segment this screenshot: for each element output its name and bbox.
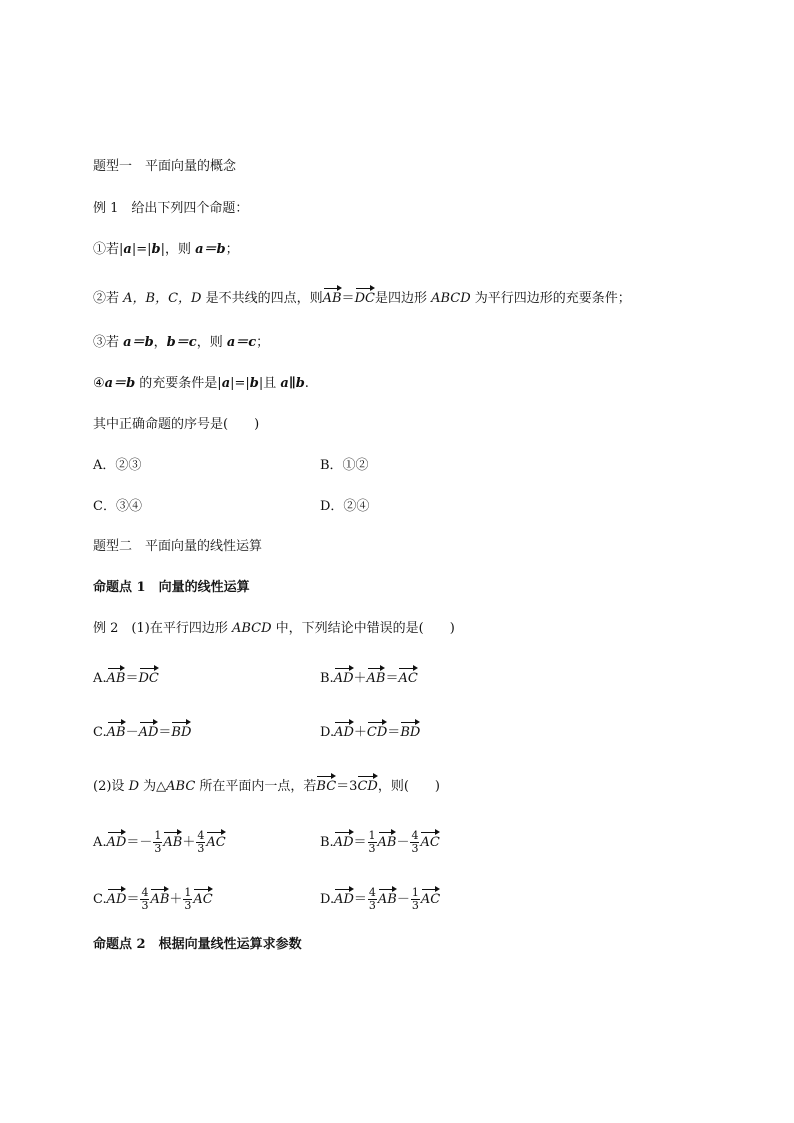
math-symbol: ABCD [231, 621, 272, 636]
text-span: ＋ [353, 671, 367, 686]
text-span: ＝－ [126, 835, 153, 850]
vector-symbol: AB [378, 832, 397, 852]
vector-symbol: AC [420, 832, 439, 852]
option-c [93, 725, 191, 740]
example2-part2-options-row1 [93, 829, 440, 855]
text-span: 是不共线的四点，则 [201, 291, 323, 306]
fraction-numerator: 4 [141, 886, 149, 899]
fraction [410, 830, 419, 855]
option-d [320, 722, 420, 742]
vector-symbol: AC [398, 668, 417, 688]
vector-symbol: AB [150, 889, 169, 909]
fraction-numerator: 1 [184, 886, 192, 899]
math-symbol: a＝b [123, 335, 154, 350]
text-span: 所在平面内一点，若 [195, 779, 317, 794]
fraction-denominator: 3 [368, 899, 376, 912]
fraction-denominator: 3 [184, 899, 192, 912]
text-span: B. [320, 671, 334, 686]
text-span: ，则 [196, 335, 227, 350]
point1-title: 命题点 1 向量的线性运算 [93, 580, 250, 595]
option-a [93, 671, 159, 686]
vector-symbol: AD [107, 832, 127, 852]
section2-title: 题型二 平面向量的线性运算 [93, 539, 263, 554]
text-span: A. [93, 835, 107, 850]
text-span: (2)设 [93, 779, 129, 794]
text-span: A. [93, 671, 107, 686]
vector-ab: AB [323, 288, 342, 308]
option-b [320, 668, 418, 688]
math-symbol: a [123, 242, 132, 257]
fraction [153, 830, 162, 855]
fraction [140, 887, 149, 912]
math-symbol: D [128, 779, 139, 794]
option-b [320, 830, 440, 855]
option-d: D．②④ [320, 499, 370, 514]
text-span: ②若 [93, 291, 124, 306]
vector-symbol: AB [378, 889, 397, 909]
fraction-numerator: 1 [368, 829, 376, 842]
fraction-numerator: 4 [411, 829, 419, 842]
text-span: ④ [93, 376, 105, 391]
vector-symbol: CD [367, 722, 387, 742]
fraction [368, 887, 377, 912]
option-c [93, 886, 213, 912]
math-symbol: b [249, 376, 259, 391]
vector-symbol: AC [206, 832, 225, 852]
vector-symbol: AD [107, 889, 127, 909]
math-symbol: a＝b [195, 242, 226, 257]
text-span: ＝ [341, 291, 355, 306]
text-span: |且 [258, 376, 281, 391]
example1-intro: 例 1 给出下列四个命题： [93, 201, 249, 216]
text-span: 是四边形 [374, 291, 432, 306]
text-span: ＝ [126, 892, 140, 907]
option-a: A．②③ [93, 458, 142, 473]
math-symbol: b＝c [166, 335, 197, 350]
fraction [368, 830, 377, 855]
text-span: |=| [131, 242, 152, 257]
text-span: B. [320, 835, 334, 850]
text-span: － [396, 835, 410, 850]
text-span: |=| [230, 376, 250, 391]
fraction [183, 887, 192, 912]
text-span: C. [93, 892, 107, 907]
text-span: 为平行四边形的充要条件； [470, 291, 631, 306]
fraction-denominator: 3 [141, 899, 149, 912]
math-symbol: b [151, 242, 161, 257]
text-span: C. [93, 725, 107, 740]
vector-symbol: AB [107, 668, 126, 688]
fraction-numerator: 4 [368, 886, 376, 899]
text-span: D. [320, 892, 335, 907]
vector-symbol: CD [357, 776, 377, 796]
section1-title: 题型一 平面向量的概念 [93, 159, 237, 174]
example2-part1 [93, 620, 455, 638]
example2-part2-options-row2 [93, 886, 441, 912]
fraction-denominator: 3 [411, 842, 419, 855]
example1-options-row2 [93, 498, 370, 516]
example2-part2 [93, 776, 440, 796]
text-span: － [396, 892, 410, 907]
text-span: ； [256, 335, 270, 350]
text-span: ③若 [93, 335, 124, 350]
text-span: |，则 [160, 242, 196, 257]
text-span: . [304, 376, 309, 391]
fraction-denominator: 3 [368, 842, 376, 855]
vector-symbol: BD [400, 722, 420, 742]
vector-symbol: DC [139, 668, 159, 688]
text-span: ＝ [158, 725, 172, 740]
text-span: ，则( ) [377, 779, 440, 794]
math-symbol: a [221, 376, 231, 391]
fraction-numerator: 1 [154, 829, 162, 842]
math-symbol: a∥b [280, 376, 305, 391]
text-span: ； [225, 242, 239, 257]
vector-symbol: AC [193, 889, 212, 909]
text-span: 的充要条件是| [135, 376, 222, 391]
text-span: ＋ [169, 892, 183, 907]
text-span: ①若| [93, 242, 124, 257]
math-symbol: A，B，C，D [123, 291, 202, 306]
math-symbol: a＝c [226, 335, 257, 350]
vector-symbol: BC [316, 776, 336, 796]
vector-dc: DC [355, 288, 375, 308]
vector-symbol: AB [367, 668, 386, 688]
text-span: 例 2 (1)在平行四边形 [93, 621, 232, 636]
text-span: ＝ [353, 835, 367, 850]
vector-symbol: AD [334, 832, 354, 852]
text-span: ＋ [353, 725, 367, 740]
option-a [93, 829, 226, 855]
proposition-1 [93, 241, 239, 259]
vector-symbol: AC [421, 889, 440, 909]
fraction-denominator: 3 [411, 899, 419, 912]
text-span: ＝ [353, 892, 367, 907]
fraction [196, 830, 205, 855]
option-c: C．③④ [93, 499, 142, 514]
fraction-numerator: 4 [197, 829, 205, 842]
fraction-numerator: 1 [411, 886, 419, 899]
example1-question: 其中正确命题的序号是( ) [93, 417, 260, 432]
proposition-4 [93, 375, 309, 393]
text-span: D. [320, 725, 335, 740]
fraction [411, 887, 420, 912]
option-b: B．①② [320, 458, 369, 473]
math-symbol: ABC [166, 779, 196, 794]
vector-symbol: AB [107, 722, 126, 742]
text-span: － [125, 725, 139, 740]
example2-options-row1 [93, 668, 418, 688]
text-span: ＝3 [336, 779, 358, 794]
text-span: ＝ [385, 671, 399, 686]
vector-symbol: AD [139, 722, 159, 742]
vector-symbol: AD [334, 668, 354, 688]
fraction-denominator: 3 [197, 842, 205, 855]
option-d [320, 887, 440, 912]
point2-title: 命题点 2 根据向量线性运算求参数 [93, 937, 302, 952]
vector-symbol: AD [334, 722, 354, 742]
text-span: ＝ [125, 671, 139, 686]
math-symbol: ABCD [431, 291, 471, 306]
vector-symbol: AB [163, 832, 182, 852]
vector-symbol: BD [171, 722, 191, 742]
fraction-denominator: 3 [154, 842, 162, 855]
text-span: 中，下列结论中错误的是( ) [271, 621, 455, 636]
text-span: ， [153, 335, 167, 350]
text-span: ＝ [387, 725, 401, 740]
example2-options-row2 [93, 722, 421, 742]
vector-symbol: AD [334, 889, 354, 909]
text-span: 为△ [139, 779, 167, 794]
math-symbol: a＝b [104, 376, 136, 391]
proposition-2 [93, 288, 631, 308]
proposition-3 [93, 334, 269, 352]
text-span: ＋ [182, 835, 196, 850]
example1-options-row1 [93, 457, 369, 475]
